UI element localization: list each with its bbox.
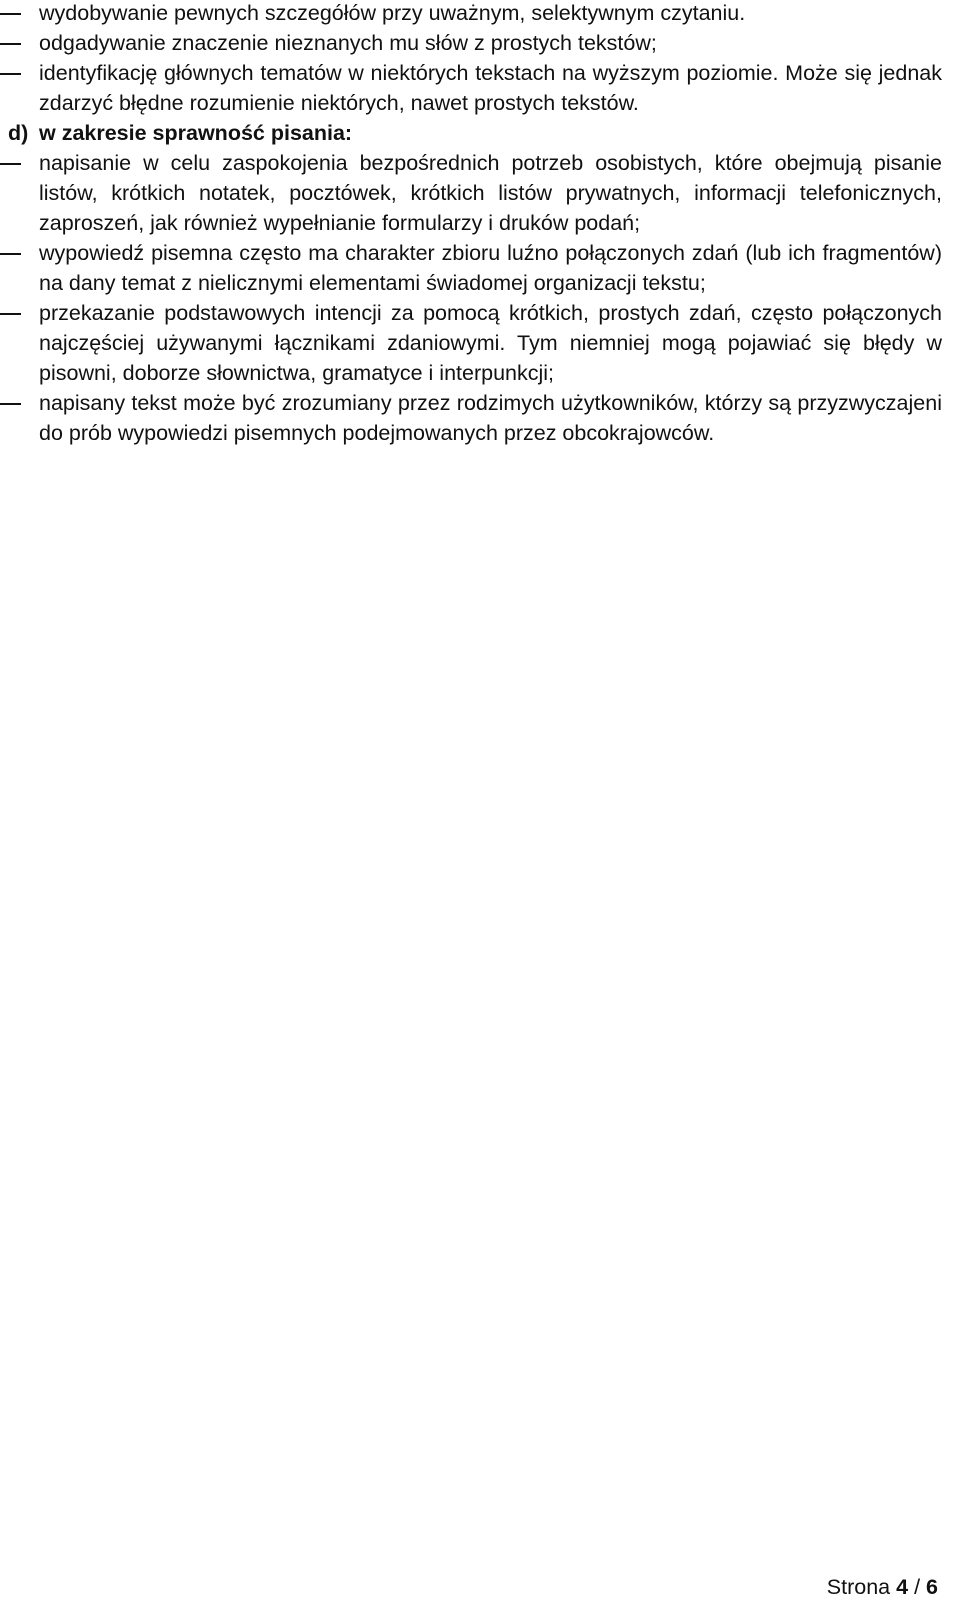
list-item xyxy=(0,238,942,298)
list-item-text: napisanie w celu zaspokojenia bezpośrednich potrzeb osobistych, które obejmują pisanie listów, krótkich notatek, pocztówek, krótkich listów prywatnych, informacji telefonicznych, zaproszeń, jak również wypełnianie formularzy i druków podań; xyxy=(39,151,942,235)
page-number-footer xyxy=(827,1572,938,1602)
dash-bullet-icon xyxy=(0,313,21,315)
list-item xyxy=(0,0,942,28)
dash-bullet-icon xyxy=(0,13,21,15)
list-item-text: identyfikację głównych tematów w niektórych tekstach na wyższym poziomie. Może się jednak zdarzyć błędne rozumienie niektórych, nawet prostych tekstów. xyxy=(39,61,942,115)
dash-bullet-icon xyxy=(0,163,21,165)
list-item-text: wydobywanie pewnych szczegółów przy uważnym, selektywnym czytaniu. xyxy=(39,1,746,25)
dash-bullet-icon xyxy=(0,43,21,45)
section-d-heading xyxy=(0,118,942,148)
total-pages: 6 xyxy=(926,1575,938,1599)
page-content xyxy=(0,0,942,448)
list-item-text: przekazanie podstawowych intencji za pomocą krótkich, prostych zdań, często połączonych najczęściej używanymi łącznikami zdaniowymi. Tym niemniej mogą pojawiać się błędy w pisowni, doborze słownictwa, gramatyce i interpunkcji; xyxy=(39,301,942,385)
dash-bullet-icon xyxy=(0,253,21,255)
dash-bullet-icon xyxy=(0,73,21,75)
list-item xyxy=(0,148,942,238)
section-title: w zakresie sprawność pisania: xyxy=(39,121,353,145)
list-item xyxy=(0,388,942,448)
list-item xyxy=(0,28,942,58)
list-item xyxy=(0,298,942,388)
list-item-text: odgadywanie znaczenie nieznanych mu słów z prostych tekstów; xyxy=(39,31,657,55)
page-separator: / xyxy=(914,1575,921,1599)
dash-bullet-icon xyxy=(0,403,21,405)
current-page: 4 xyxy=(896,1575,909,1599)
section-letter: d) xyxy=(8,121,29,145)
list-item-text: napisany tekst może być zrozumiany przez rodzimych użytkowników, którzy są przyzwyczajeni do prób wypowiedzi pisemnych podejmowanych przez obcokrajowców. xyxy=(39,391,942,445)
list-item xyxy=(0,58,942,118)
page-label: Strona xyxy=(826,1575,891,1599)
list-item-text: wypowiedź pisemna często ma charakter zbioru luźno połączonych zdań (lub ich fragmentów) na dany temat z nielicznymi elementami świadomej organizacji tekstu; xyxy=(39,241,942,295)
